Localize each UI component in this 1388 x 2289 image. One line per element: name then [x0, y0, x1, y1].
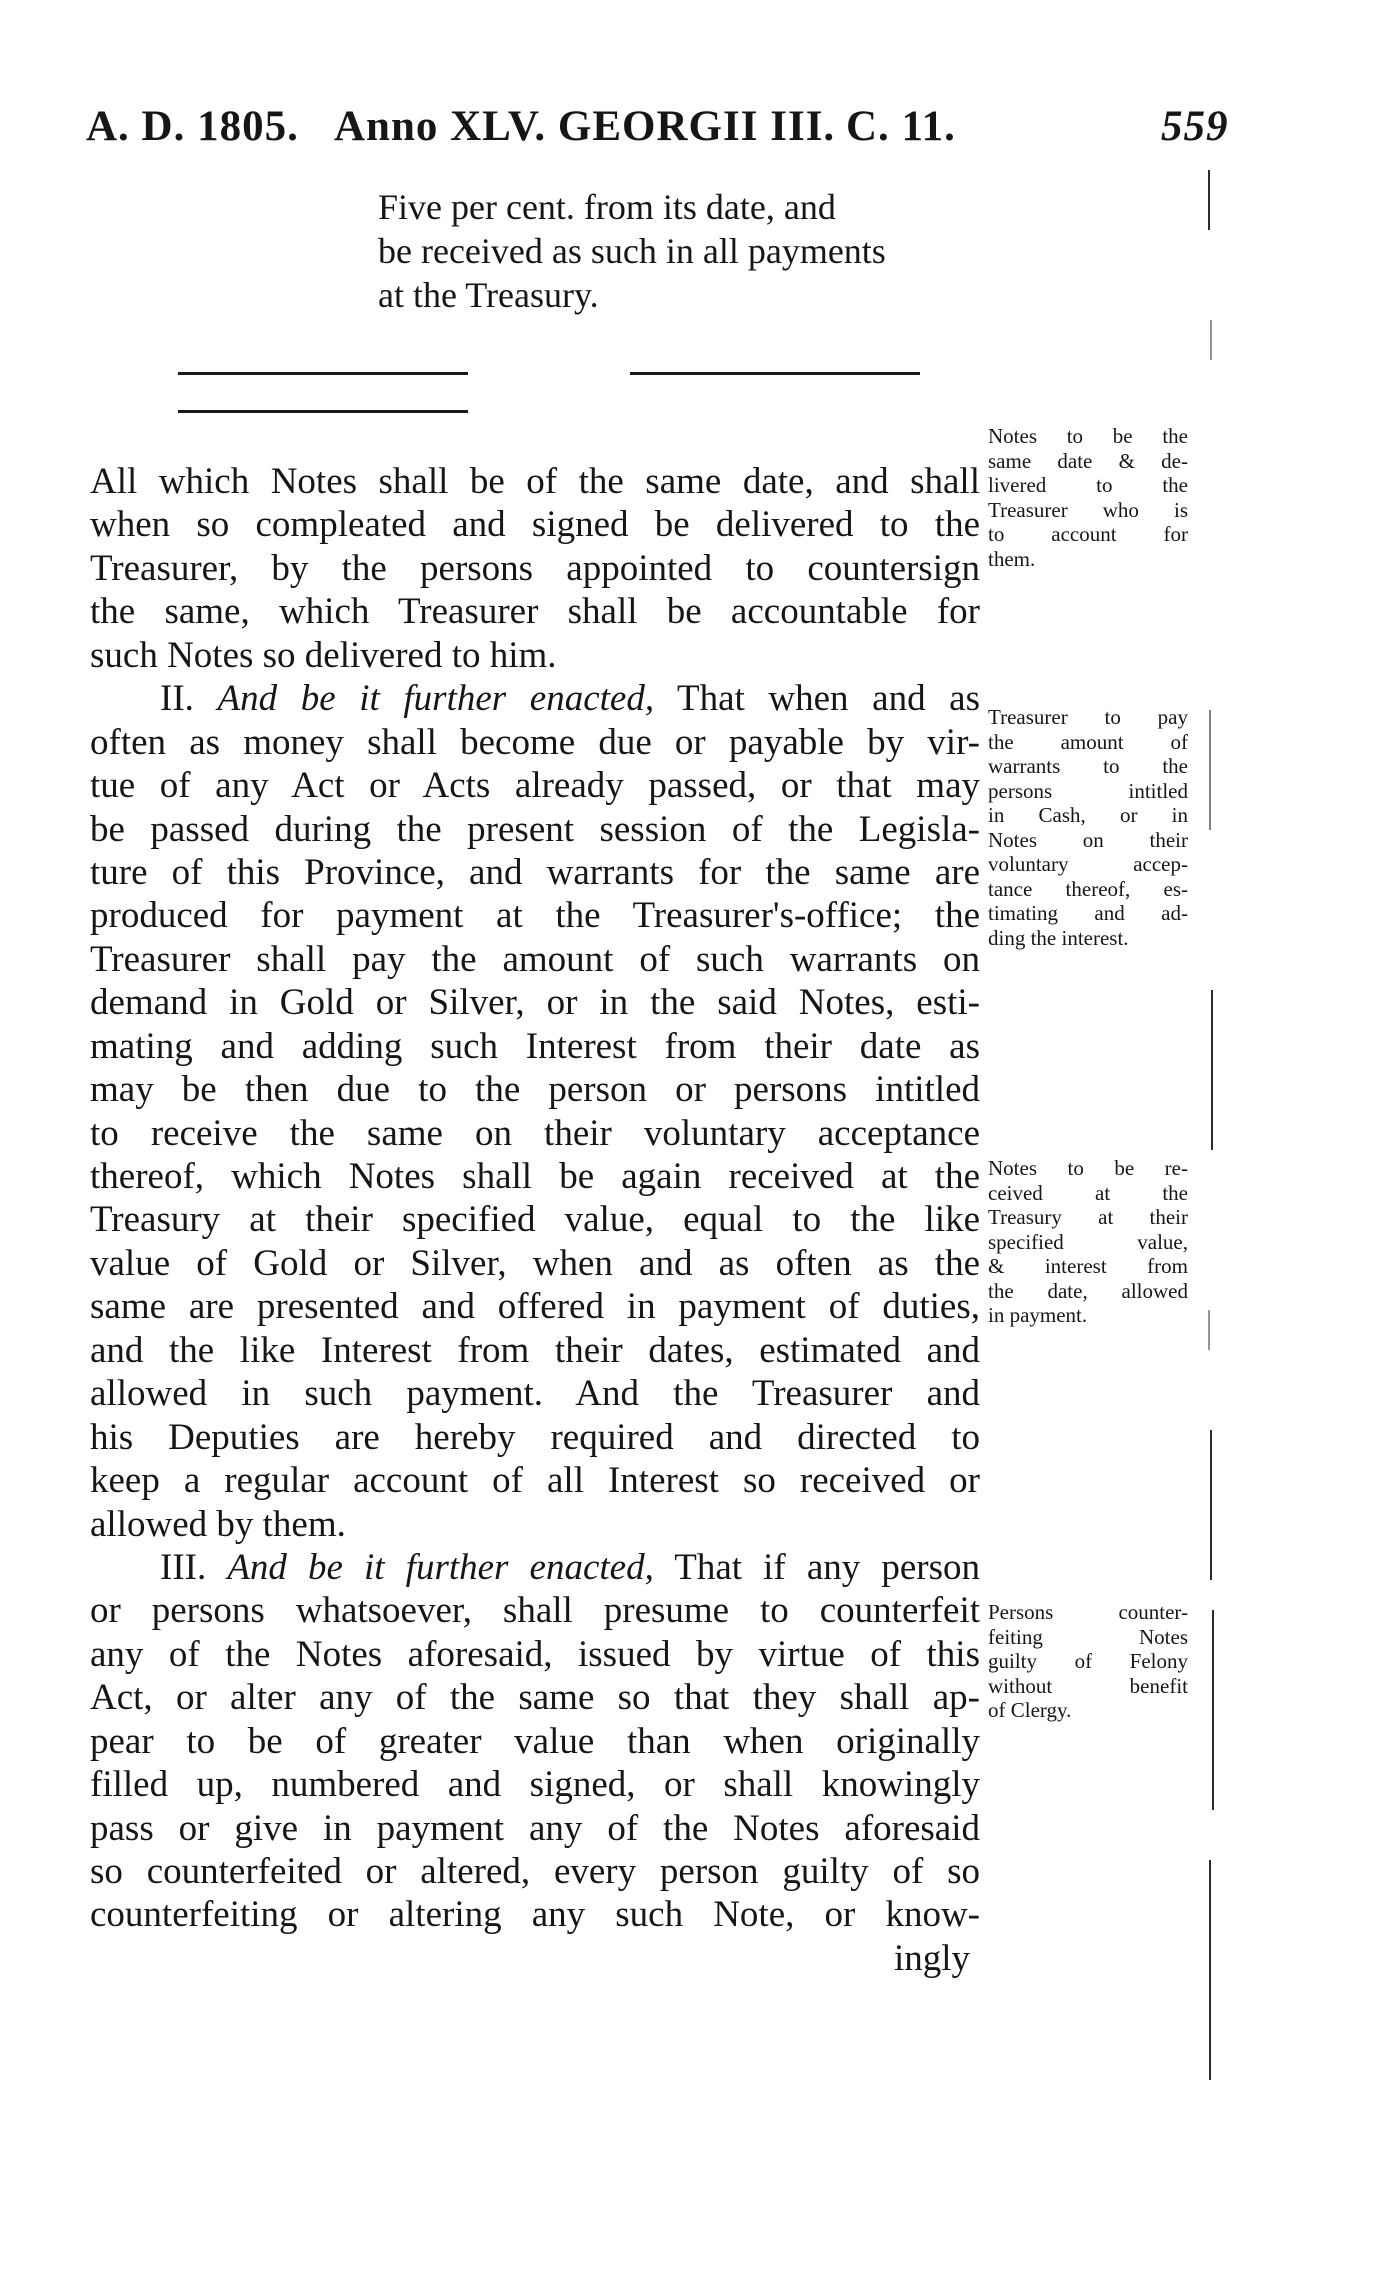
margin-note-line: same date & de-: [988, 448, 1188, 473]
intro-line: be received as such in all payments: [378, 231, 886, 271]
margin-note-line: of Clergy.: [988, 1698, 1072, 1722]
margin-note-line: persons intitled: [988, 778, 1188, 803]
section-opening-text: That if any person: [653, 1546, 980, 1588]
text-line: All which Notes shall be of the same date, and shall: [90, 461, 980, 502]
intro-line: Five per cent. from its date, and: [378, 187, 836, 227]
text-line: same are presented and offered in payment of duties,: [90, 1286, 980, 1328]
margin-note-line: to account for: [988, 522, 1188, 546]
margin-note-line: Notes to be re-: [988, 1156, 1188, 1180]
margin-note-line: Persons counter-: [988, 1600, 1188, 1624]
section-opening-line: [90, 1546, 980, 1589]
text-line: often as money shall become due or payable by vir-: [90, 721, 980, 763]
margin-note-line: & interest from: [988, 1254, 1188, 1278]
margin-note-line: livered to the: [988, 473, 1188, 497]
section-number: III.: [160, 1546, 207, 1588]
text-line: counterfeiting or altering any such Note, or know-: [90, 1894, 980, 1936]
text-line: mating and adding such Interest from their date as: [90, 1025, 980, 1067]
margin-note-line: Treasurer who is: [988, 497, 1188, 522]
text-line: Treasurer shall pay the amount of such warrants on: [90, 938, 980, 980]
header-title: Anno XLV. GEORGII III.: [334, 103, 836, 150]
text-line: filled up, numbered and signed, or shall knowingly: [90, 1764, 980, 1806]
margin-note-line: the date, allowed: [988, 1278, 1188, 1303]
margin-note-line: without benefit: [988, 1673, 1188, 1698]
margin-note-line: specified value,: [988, 1229, 1188, 1254]
text-line: value of Gold or Silver, when and as often as the: [90, 1242, 980, 1284]
intro-line: at the Treasury.: [378, 275, 599, 315]
divider-rule: [630, 372, 920, 375]
main-text: [90, 460, 980, 1980]
margin-note-line: warrants to the: [988, 754, 1188, 778]
margin-note-line: timating and ad-: [988, 901, 1188, 925]
margin-note-line: in Cash, or in: [988, 803, 1188, 827]
text-line: thereof, which Notes shall be again received at the: [90, 1156, 980, 1197]
enacting-phrase: And be it further enacted,: [217, 678, 655, 720]
margin-note-line: the amount of: [988, 729, 1188, 754]
margin-note-line: in payment.: [988, 1303, 1088, 1327]
text-line: any of the Notes aforesaid, issued by virtue of this: [90, 1633, 980, 1675]
margin-note: [988, 1600, 1188, 1723]
margin-note-line: feiting Notes: [988, 1624, 1188, 1649]
text-line: and the like Interest from their dates, estimated and: [90, 1329, 980, 1371]
text-line: Treasurer, by the persons appointed to countersign: [90, 547, 980, 589]
margin-note: [988, 1156, 1188, 1328]
text-line: Act, or alter any of the same so that they shall ap-: [90, 1677, 980, 1719]
page-number: 559: [1161, 103, 1229, 150]
text-line: to receive the same on their voluntary acceptance: [90, 1112, 980, 1154]
margin-note-line: voluntary accep-: [988, 852, 1188, 876]
margin-note: [988, 705, 1188, 950]
text-line: be passed during the present session of the Legisla-: [90, 808, 980, 850]
header-chapter: C. 11.: [846, 103, 956, 150]
text-line: such Notes so delivered to him.: [90, 634, 557, 676]
divider-rule: [178, 372, 468, 375]
divider-rule: [178, 410, 468, 413]
section-opening-text: That when and as: [654, 678, 980, 720]
text-line: Treasury at their specified value, equal to the like: [90, 1199, 980, 1241]
text-line: or persons whatsoever, shall presume to counterfeit: [90, 1590, 980, 1632]
text-line: pear to be of greater value than when originally: [90, 1720, 980, 1762]
margin-note-line: Notes on their: [988, 827, 1188, 852]
section-opening-line: [90, 677, 980, 720]
margin-note-line: them.: [988, 546, 1036, 571]
margin-note-line: guilty of Felony: [988, 1649, 1188, 1673]
text-line: allowed in such payment. And the Treasurer and: [90, 1373, 980, 1415]
text-line: when so compleated and signed be delivered to the: [90, 504, 980, 546]
running-header: [86, 102, 1236, 162]
margin-note-line: Treasury at their: [988, 1205, 1188, 1229]
text-line: allowed by them.: [90, 1503, 346, 1545]
margin-note-line: Treasurer to pay: [988, 705, 1188, 729]
text-line: keep a regular account of all Interest so received or: [90, 1460, 980, 1502]
intro-paragraph: [378, 185, 998, 317]
text-line: produced for payment at the Treasurer's-office; the: [90, 895, 980, 937]
text-line: pass or give in payment any of the Notes aforesaid: [90, 1807, 980, 1849]
margin-note-line: Notes to be the: [988, 424, 1188, 448]
text-line: demand in Gold or Silver, or in the said Notes, esti-: [90, 982, 980, 1024]
enacting-phrase: And be it further enacted,: [227, 1546, 654, 1588]
header-date: A. D. 1805.: [86, 103, 299, 150]
text-line: his Deputies are hereby required and directed to: [90, 1416, 980, 1458]
text-line: the same, which Treasurer shall be accountable for: [90, 591, 980, 633]
margin-note-line: tance thereof, es-: [988, 876, 1188, 901]
margin-note-line: ceived at the: [988, 1180, 1188, 1205]
catchword: ingly: [893, 1937, 970, 1979]
margin-note: [988, 424, 1188, 571]
text-line: so counterfeited or altered, every person guilty of so: [90, 1851, 980, 1892]
margin-note-line: ding the interest.: [988, 925, 1129, 950]
text-line: may be then due to the person or persons intitled: [90, 1069, 980, 1111]
section-number: II.: [160, 678, 194, 720]
text-line: tue of any Act or Acts already passed, or that may: [90, 765, 980, 807]
page-edge-shadow: [1200, 170, 1224, 2100]
text-line: ture of this Province, and warrants for the same are: [90, 851, 980, 893]
